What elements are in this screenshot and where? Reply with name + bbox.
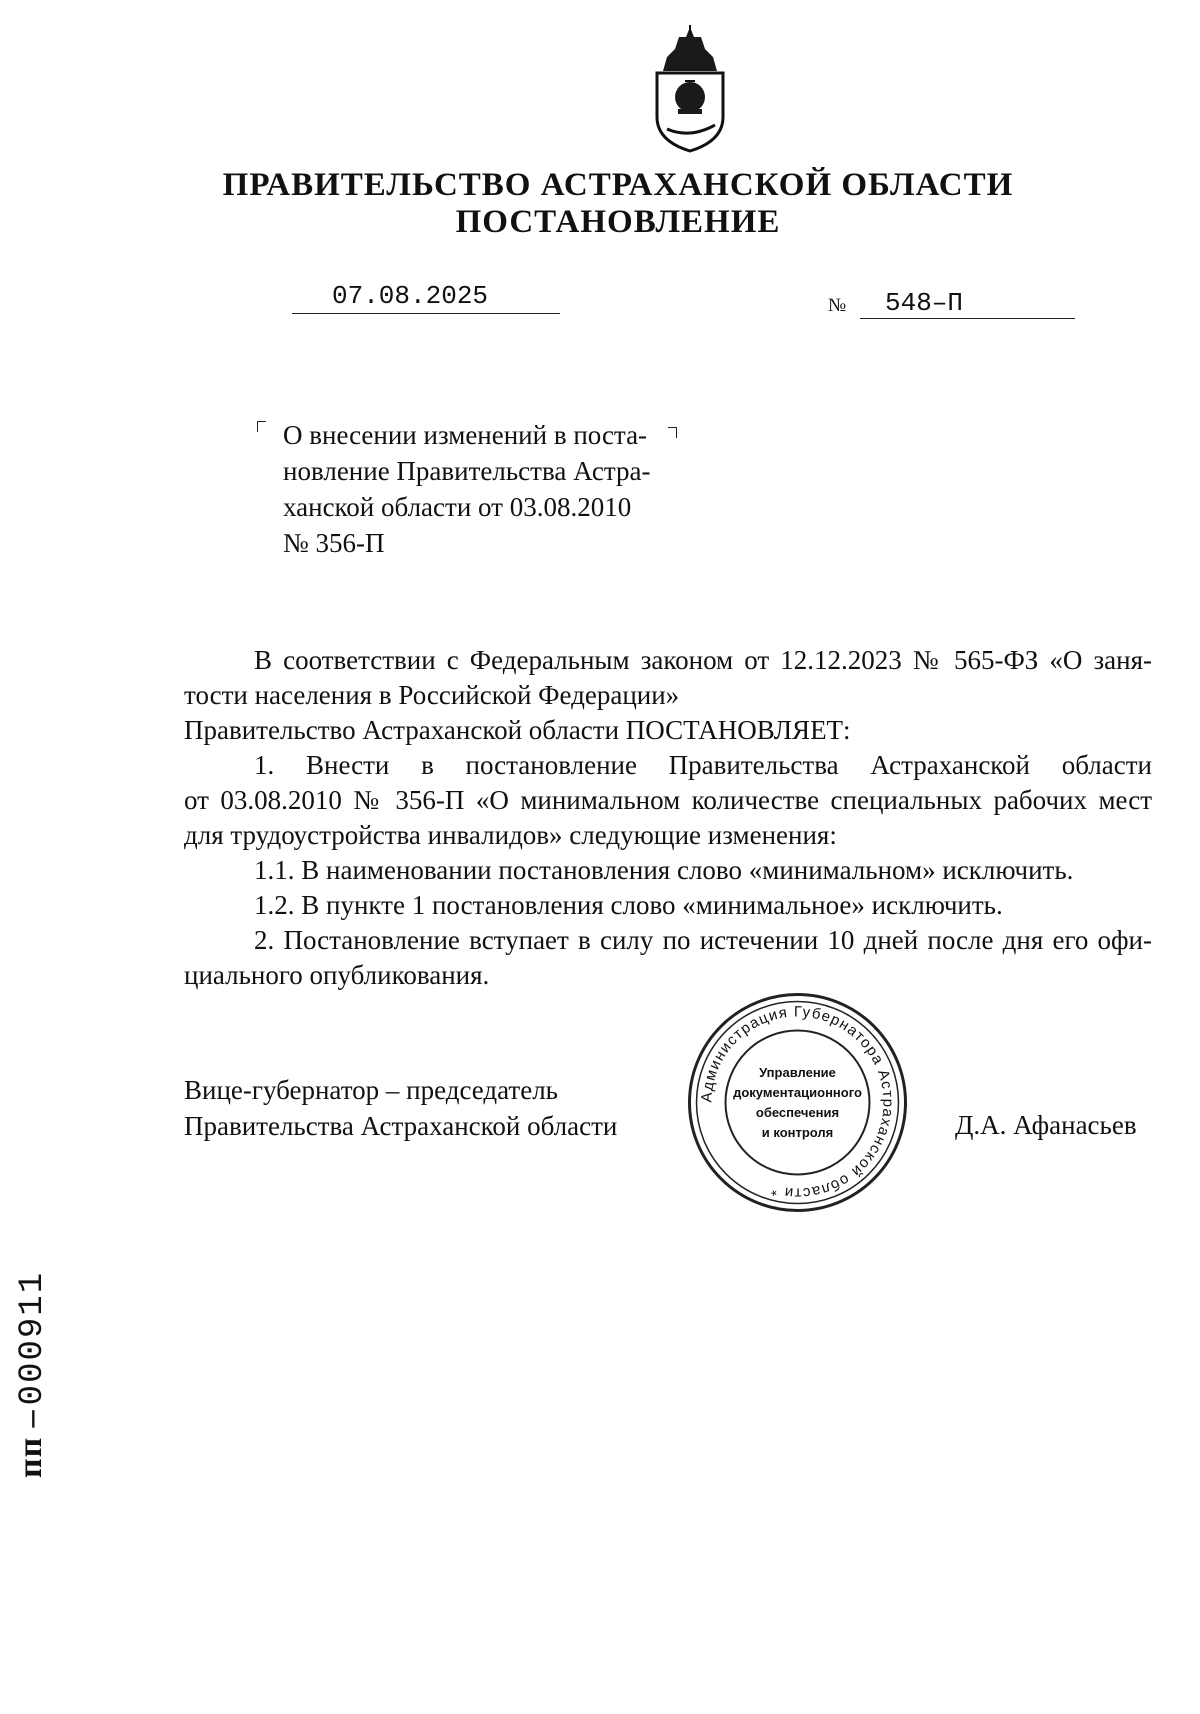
document-date: 07.08.2025 <box>332 281 489 311</box>
body-line: 1. Внести в постановление Правительства Астраханской области <box>254 750 1152 780</box>
body-line: 1.2. В пункте 1 постановления слово «минимальное» исключить. <box>254 890 1003 920</box>
subject-line: № 356-П <box>283 528 385 558</box>
subject-line: О внесении изменений в поста- <box>283 420 648 450</box>
body-line: Правительство Астраханской области ПОСТАНОВЛЯЕТ: <box>184 715 851 745</box>
seal-ring-text: Администрация Губернатора Астраханской области * <box>698 1003 897 1202</box>
subject-line: ханской области от 03.08.2010 <box>283 492 632 522</box>
date-underline <box>292 313 560 314</box>
number-sign: № <box>828 295 847 316</box>
registration-code <box>12 1248 52 1478</box>
subject-block <box>283 417 703 561</box>
body-line: 2. Постановление вступает в силу по истечении 10 дней после дня его офи- <box>254 925 1152 955</box>
decree-body <box>184 643 1152 993</box>
coat-of-arms-emblem <box>645 25 735 155</box>
official-seal <box>685 990 910 1215</box>
document-type-title: ПОСТАНОВЛЕНИЕ <box>455 204 781 240</box>
registration-prefix: пп – <box>12 1409 49 1478</box>
government-title: ПРАВИТЕЛЬСТВО АСТРАХАНСКОЙ ОБЛАСТИ <box>222 167 1014 203</box>
document-number: 548–П <box>885 288 964 318</box>
position-line: Правительства Астраханской области <box>184 1111 618 1141</box>
seal-center-line: Управление <box>759 1065 836 1080</box>
signatory-position <box>184 1072 617 1144</box>
subject-line: новление Правительства Астра- <box>283 456 651 486</box>
seal-center-line: документационного <box>733 1085 862 1100</box>
seal-center-line: и контроля <box>761 1125 834 1140</box>
number-underline <box>860 318 1075 319</box>
body-line: 1.1. В наименовании постановления слово «минимальном» исключить. <box>254 855 1074 885</box>
body-line: циального опубликования. <box>184 960 490 990</box>
subject-bracket-left <box>257 421 266 432</box>
signatory-name: Д.А. Афанасьев <box>955 1110 1137 1140</box>
body-line: для трудоустройства инвалидов» следующие изменения: <box>184 820 837 850</box>
body-line: тости населения в Российской Федерации» <box>184 680 680 710</box>
seal-center-line: обеспечения <box>755 1105 840 1120</box>
position-line: Вице-губернатор – председатель <box>184 1075 558 1105</box>
body-line: В соответствии с Федеральным законом от 12.12.2023 № 565-ФЗ «О заня- <box>254 645 1152 675</box>
svg-text:Администрация Губернатора Астр <box>698 1003 896 1201</box>
registration-number: 000911 <box>14 1270 52 1406</box>
body-line: от 03.08.2010 № 356-П «О минимальном количестве специальных рабочих мест <box>184 785 1152 815</box>
